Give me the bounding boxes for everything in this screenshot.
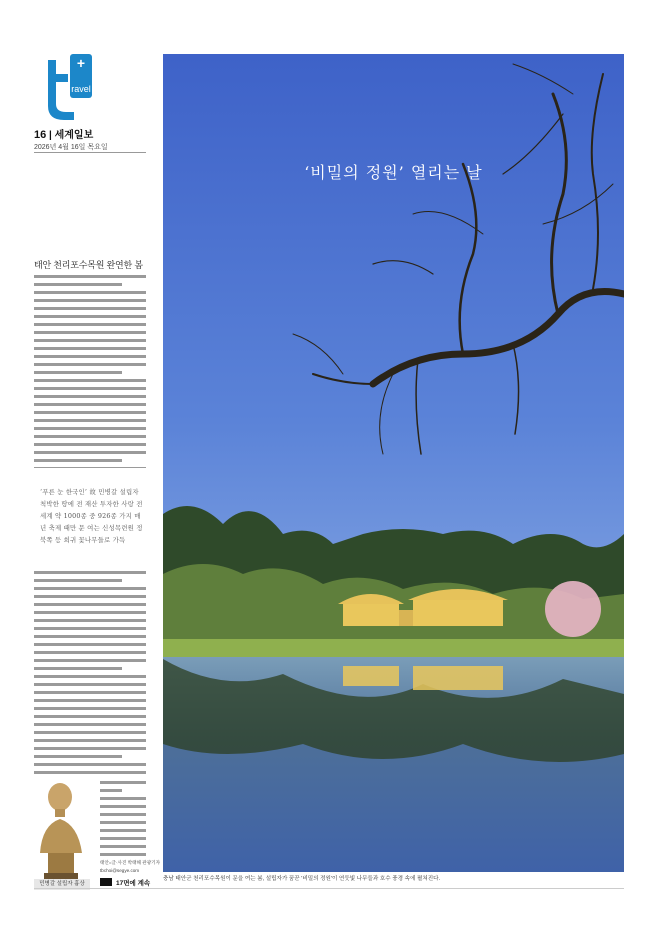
text-line <box>100 781 146 784</box>
text-line <box>34 443 146 446</box>
body-text-lines-2 <box>34 568 146 774</box>
text-line <box>34 403 146 406</box>
text-line <box>34 355 146 358</box>
text-line <box>34 427 146 430</box>
bust-caption: 민병갈 설립자 흉상 <box>34 879 90 890</box>
text-line <box>34 723 146 726</box>
text-line <box>34 387 146 390</box>
continued-marker <box>100 878 112 886</box>
text-line <box>100 845 146 848</box>
pull-quote: ‘푸른 눈 한국인’ 故 민병갈 설립자 척박한 땅에 전 재산 투자한 사랑 전 세계 약 1000종 중 926종 가지 매년 축제 때만 문 여는 신성목련원 정북쪽 등 희귀 꽃나무들로 가득 <box>40 488 143 544</box>
text-line <box>34 699 146 702</box>
text-line <box>34 323 146 326</box>
text-line <box>34 619 146 622</box>
logo-plus: + <box>76 55 86 71</box>
text-line <box>100 813 146 816</box>
article-body-top <box>34 272 146 468</box>
text-line <box>34 587 146 590</box>
body-text-lines <box>34 272 146 468</box>
text-line <box>34 771 146 774</box>
divider <box>34 152 146 153</box>
text-line <box>100 821 146 824</box>
text-line <box>34 363 146 366</box>
text-line <box>34 603 146 606</box>
photo-caption: 충남 태안군 천리포수목원이 문을 여는 봄, 설립자가 꿈꾼 '비밀의 정원'이 연둣빛 나무들과 호수 풍경 속에 펼쳐진다. <box>163 876 441 882</box>
logo-word: ravel <box>71 84 91 94</box>
byline-email: tbchoi@segye.com <box>100 868 140 873</box>
text-line <box>34 283 122 286</box>
text-line <box>100 797 146 800</box>
text-line <box>34 395 146 398</box>
text-line <box>34 659 146 662</box>
text-line <box>34 291 146 294</box>
text-line <box>34 691 146 694</box>
travel-logo <box>34 52 92 124</box>
text-line <box>34 347 146 350</box>
text-line <box>34 331 146 334</box>
text-line <box>34 371 122 374</box>
text-line <box>34 419 146 422</box>
text-line <box>34 435 146 438</box>
text-line <box>34 731 146 734</box>
bust-photo <box>34 775 92 879</box>
text-line <box>34 467 146 468</box>
text-line <box>34 459 122 462</box>
text-line <box>34 411 146 414</box>
text-line <box>34 627 146 630</box>
text-line <box>34 715 146 718</box>
text-line <box>34 707 146 710</box>
issue-date: 2026년 4월 16일 목요일 <box>34 144 108 151</box>
text-line <box>34 315 146 318</box>
text-line <box>34 763 146 766</box>
text-line <box>34 683 146 686</box>
text-line <box>34 275 146 278</box>
text-line <box>34 667 122 670</box>
text-line <box>100 789 122 792</box>
byline: 태안=글·사진 박태해 관광기자 <box>100 860 161 865</box>
text-line <box>34 739 146 742</box>
headline: ‘비밀의 정원’ 열리는 날 <box>304 163 483 182</box>
continued-text: 17면에 계속 <box>116 880 151 887</box>
text-line <box>34 595 146 598</box>
page-number: 16 <box>34 129 47 141</box>
text-line <box>34 379 146 382</box>
body-text-lines-3 <box>100 778 146 856</box>
bottom-divider <box>34 888 624 889</box>
text-line <box>100 805 146 808</box>
text-line <box>34 675 146 678</box>
text-line <box>34 339 146 342</box>
text-line <box>34 571 146 574</box>
text-line <box>34 651 146 654</box>
article-body-side <box>100 778 146 856</box>
text-line <box>34 643 146 646</box>
article-body-bottom <box>34 568 146 774</box>
text-line <box>34 611 146 614</box>
text-line <box>34 747 146 750</box>
text-line <box>34 451 146 454</box>
newspaper-name: 세계일보 <box>54 130 94 141</box>
subheadline: 태안 천리포수목원 완연한 봄 <box>34 260 143 270</box>
text-line <box>34 755 122 758</box>
page-header: 16 | 세계일보 <box>34 129 94 141</box>
text-line <box>34 299 146 302</box>
text-line <box>34 307 146 310</box>
text-line <box>100 829 146 832</box>
text-line <box>100 837 146 840</box>
text-line <box>34 579 122 582</box>
text-line <box>100 853 146 856</box>
text-line <box>34 635 146 638</box>
